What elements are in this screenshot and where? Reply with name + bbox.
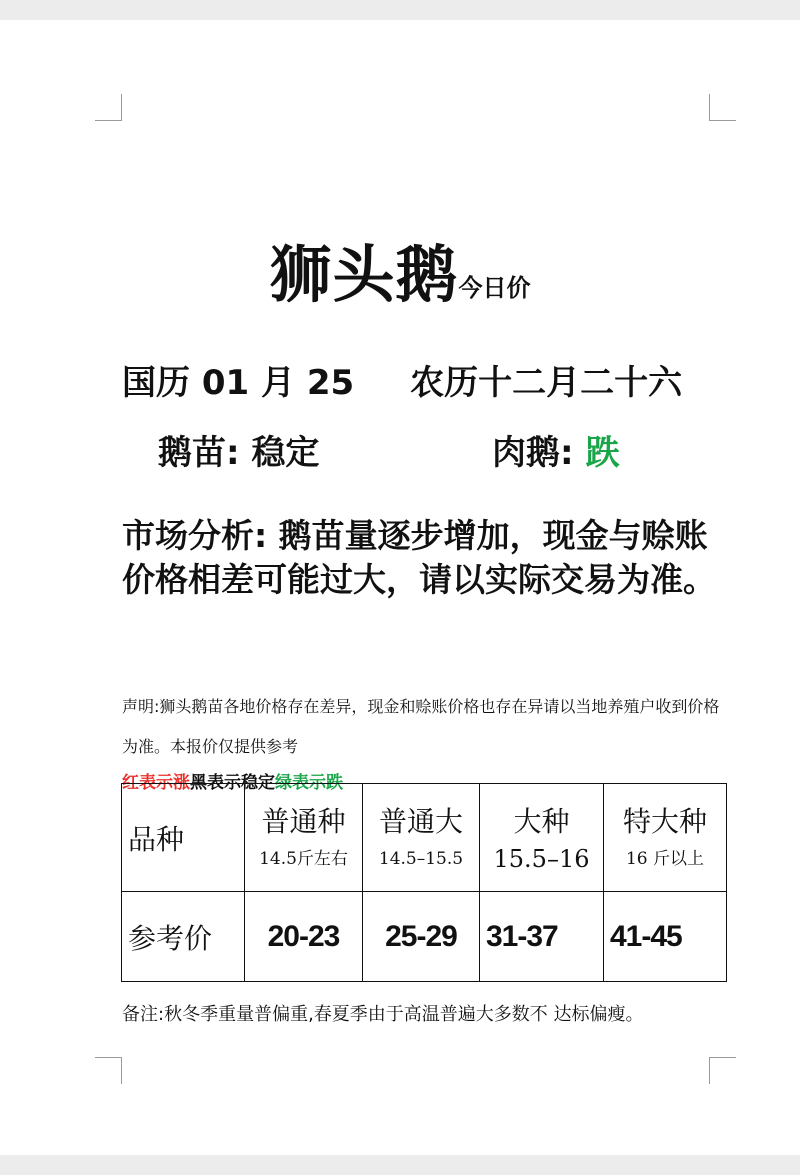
meat-goose-status <box>492 425 619 474</box>
remark-note: 备注:秋冬季重量普偏重,春夏季由于高温普遍大多数不 达标偏瘦。 <box>122 1004 644 1025</box>
table-row-price <box>122 892 727 982</box>
variety-name: 大种 <box>513 804 570 838</box>
legend-red: 红表示涨 <box>122 773 190 793</box>
title-main: 狮头鹅 <box>269 238 459 311</box>
variety-cell <box>363 784 480 892</box>
document-page <box>0 20 800 1155</box>
gregorian-date: 国历 01 月 25 <box>122 363 355 403</box>
table-row-variety <box>122 784 727 892</box>
variety-spec: 14.5斤左右 <box>259 848 348 869</box>
meat-value: 跌 <box>585 433 620 473</box>
crop-mark-bottom-right <box>709 1057 736 1084</box>
crop-mark-top-right <box>709 94 736 121</box>
crop-mark-top-left <box>95 94 122 121</box>
price-cell: 20-23 <box>245 892 363 982</box>
meat-label: 肉鹅: <box>492 433 586 473</box>
legend-green: 绿表示跌 <box>275 773 343 793</box>
crop-mark-bottom-left <box>95 1057 122 1084</box>
page-title <box>0 225 800 314</box>
variety-cell <box>604 784 727 892</box>
price-table <box>121 783 727 982</box>
legend-black: 黑表示稳定 <box>190 773 275 793</box>
lunar-date: 农历十二月二十六 <box>410 363 683 403</box>
row-label-variety: 品种 <box>122 784 245 892</box>
price-cell: 31-37 <box>480 892 604 982</box>
gosling-value: 稳定 <box>251 433 320 473</box>
variety-spec: 16 斤以上 <box>625 848 705 869</box>
variety-name: 普通大 <box>378 804 463 838</box>
gosling-label: 鹅苗: <box>158 433 252 473</box>
variety-cell <box>480 784 604 892</box>
price-cell: 41-45 <box>604 892 727 982</box>
date-line <box>122 355 682 404</box>
variety-name: 普通种 <box>261 804 346 838</box>
variety-spec: 15.5–16 <box>493 844 590 873</box>
variety-cell <box>245 784 363 892</box>
variety-name: 特大种 <box>622 804 707 838</box>
disclaimer: 声明:狮头鹅苗各地价格存在差异，现金和赊账价格也存在异请以当地养殖户收到价格为准。本报价仅提供参考 <box>122 697 720 756</box>
variety-spec: 14.5–15.5 <box>378 848 464 869</box>
title-sub: 今日价 <box>458 274 531 302</box>
price-cell: 25-29 <box>363 892 480 982</box>
market-analysis: 市场分析: 鹅苗量逐步增加，现金与赊账价格相差可能过大，请以实际交易为准。 <box>122 516 716 599</box>
row-label-price: 参考价 <box>122 892 245 982</box>
gosling-status <box>158 425 319 474</box>
